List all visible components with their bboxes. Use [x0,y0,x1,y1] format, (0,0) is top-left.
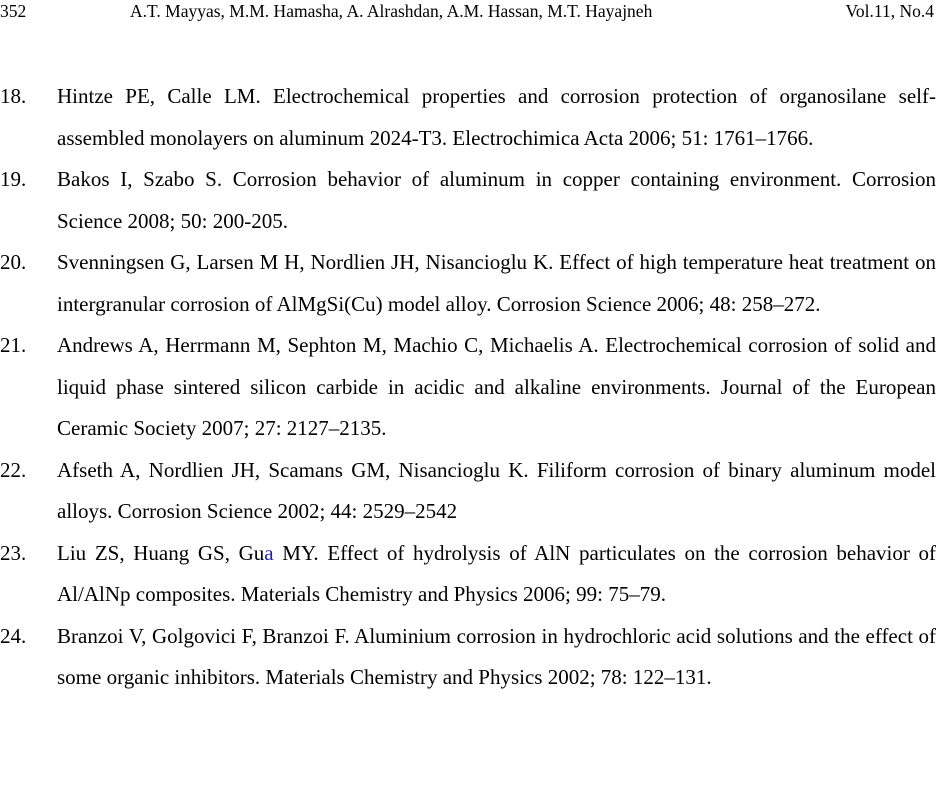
reference-item-23 [0,533,937,616]
reference-text: Branzoi V, Golgovici F, Branzoi F. Aluminium corrosion in hydrochloric acid solutions and the effect of some organic inhibitors. Materials Chemistry and Physics 2002; 78: 122–131. [57,623,936,689]
reference-item-24 [0,616,937,699]
reference-item-18 [0,76,937,159]
reference-text-end: MY. Effect of hydrolysis of AlN particulates on the corrosion behavior of Al/AlNp composites. Materials Chemistry and Physics 2006; 99: 75–79. [57,540,936,606]
reference-text: Svenningsen G, Larsen M H, Nordlien JH, Nisancioglu K. Effect of high temperature heat treatment on intergranular corrosion of AlMgSi(Cu) model alloy. Corrosion Science 2006; 48: 258–272. [57,250,936,316]
header-authors: A.T. Mayyas, M.M. Hamasha, A. Alrashdan, A.M. Hassan, M.T. Hayajneh [130,1,653,21]
reference-number: 23. [0,540,27,565]
reference-item-22 [0,450,937,533]
reference-item-21 [0,325,937,450]
reference-text-start: Liu ZS, Huang GS, Gu [57,540,265,565]
reference-text: Hintze PE, Calle LM. Electrochemical properties and corrosion protection of organosilane self-assembled monolayers on aluminum 2024-T3. Electrochimica Acta 2006; 51: 1761–1766. [57,84,936,150]
reference-item-20 [0,242,937,325]
header-volume: Vol.11, No.4 [845,1,934,21]
reference-number: 22. [0,457,27,482]
reference-number: 20. [0,250,27,274]
reference-number: 24. [0,623,27,648]
page-number: 352 [0,1,27,21]
running-header [0,0,937,30]
reference-number: 19. [0,167,27,191]
reference-text: Andrews A, Herrmann M, Sephton M, Machio C, Michaelis A. Electrochemical corrosion of solid and liquid phase sintered silicon carbide in acidic and alkaline environments. Journal of the European Ceramic Society 2007; 27: 2127–2135. [57,333,936,440]
reference-number: 18. [0,84,27,108]
reference-text [57,533,936,616]
reference-number: 21. [0,333,27,357]
reference-text: Afseth A, Nordlien JH, Scamans GM, Nisancioglu K. Filiform corrosion of binary aluminum model alloys. Corrosion Science 2002; 44: 2529–2542 [57,457,936,523]
reference-item-19 [0,159,937,242]
reference-list [0,76,937,699]
reference-text: Bakos I, Szabo S. Corrosion behavior of aluminum in copper containing environment. Corrosion Science 2008; 50: 200-205. [57,167,936,233]
highlighted-letter: a [264,540,274,565]
